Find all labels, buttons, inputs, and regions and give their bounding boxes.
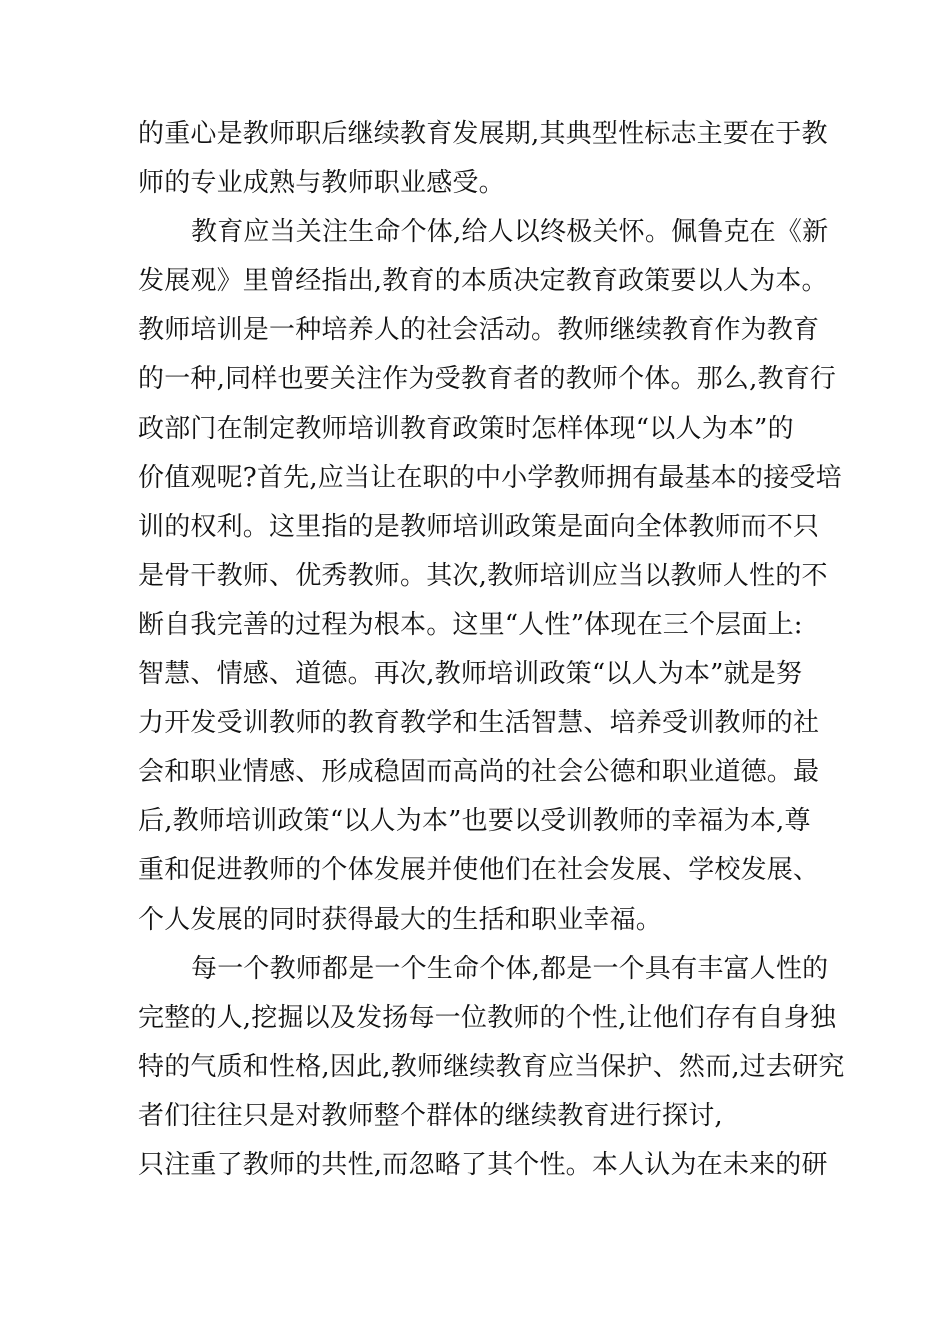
text-line: 智慧、情感、道德。再次,教师培训政策“以人为本”就是努 [138,659,803,690]
text-line: 完整的人,挖掘以及发扬每一位教师的个性,让他们存有自身独 [138,1002,837,1033]
paragraph-first-line: 每一个教师都是一个生命个体,都是一个具有丰富人性的 [191,953,829,984]
text-line: 后,教师培训政策“以人为本”也要以受训教师的幸福为本,尊 [138,806,811,837]
text-line: 政部门在制定教师培训教育政策时怎样体现“以人为本”的 [138,413,794,444]
text-line: 的一种,同样也要关注作为受教育者的教师个体。那么,教育行 [138,364,837,395]
text-line: 价值观呢?首先,应当让在职的中小学教师拥有最基本的接受培 [138,462,842,493]
text-line: 发展观》里曾经指出,教育的本质决定教育政策要以人为本。 [138,266,828,297]
paragraph-first-line: 教育应当关注生命个体,给人以终极关怀。佩鲁克在《新 [191,217,829,248]
text-line: 教师培训是一种培养人的社会活动。教师继续教育作为教育 [138,315,820,346]
text-line: 个人发展的同时获得最大的生括和职业幸福。 [138,904,663,935]
text-line: 训的权利。这里指的是教师培训政策是面向全体教师而不只 [138,511,820,542]
text-line: 特的气质和性格,因此,教师继续教育应当保护、然而,过去研究 [138,1051,845,1082]
text-line: 会和职业情感、形成稳固而高尚的社会公德和职业道德。最 [138,757,820,788]
text-line: 是骨干教师、优秀教师。其次,教师培训应当以教师人性的不 [138,560,828,591]
text-line: 只注重了教师的共性,而忽略了其个性。本人认为在未来的研 [138,1149,828,1180]
text-line: 重和促进教师的个体发展并使他们在社会发展、学校发展、 [138,855,820,886]
text-line: 的重心是教师职后继续教育发展期,其典型性标志主要在于教 [138,119,828,149]
text-line: 者们往往只是对教师整个群体的继续教育进行探讨, [138,1100,723,1131]
text-line: 断自我完善的过程为根本。这里“人性”体现在三个层面上: [138,609,803,640]
text-line: 师的专业成熟与教师职业感受。 [138,168,505,199]
body-text [138,110,845,1190]
text-line: 力开发受训教师的教育教学和生活智慧、培养受训教师的社 [138,708,820,739]
